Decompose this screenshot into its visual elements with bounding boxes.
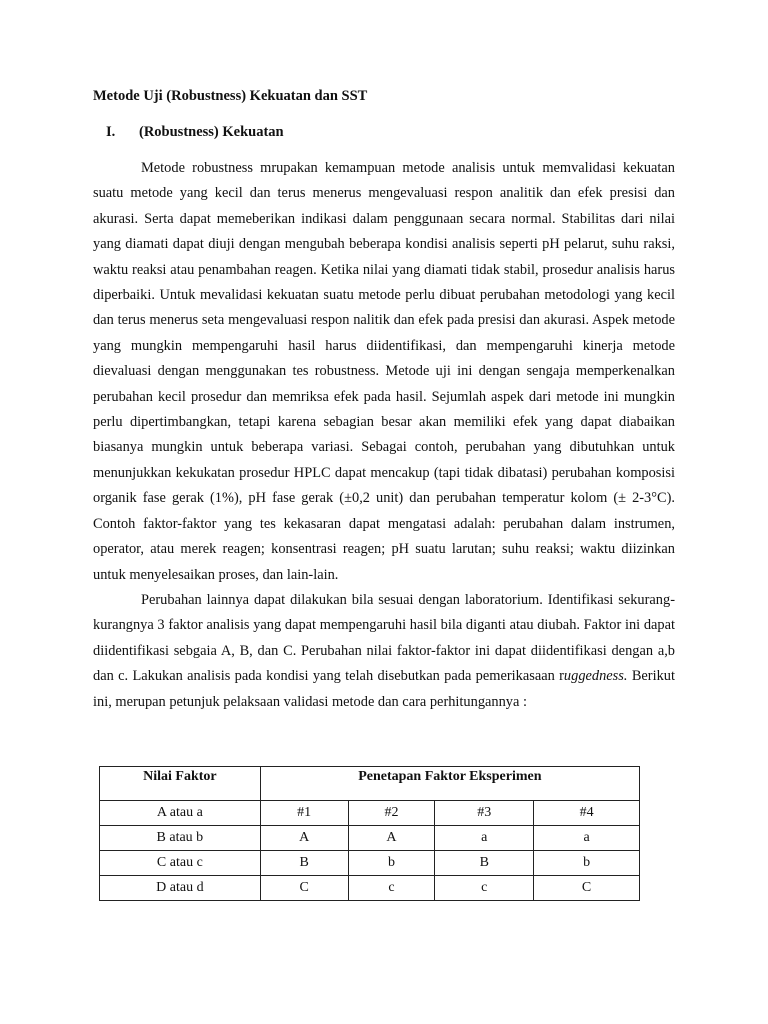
header-penetapan-faktor: Penetapan Faktor Eksperimen — [260, 767, 639, 801]
section-number: I. — [106, 124, 116, 140]
document-title: Metode Uji (Robustness) Kekuatan dan SST — [93, 88, 368, 104]
factor-table — [99, 766, 640, 901]
table-cell: C — [260, 876, 348, 901]
table-cell: A — [260, 826, 348, 851]
section-heading — [106, 124, 284, 141]
table-cell: a — [534, 826, 640, 851]
table-cell: c — [435, 876, 534, 901]
table-cell: b — [348, 851, 435, 876]
table-cell: A atau a — [100, 801, 261, 826]
table-row — [100, 876, 640, 901]
paragraph-2-text: Perubahan lainnya dapat dilakukan bila sesuai dengan laboratorium. Identifikasi sekurang-kurangnya 3 faktor analisis yang dapat mempengaruhi hasil bila diganti atau diubah. Faktor ini dapat diidentifikasi sebgaia A, B, dan C. Perubahan nilai faktor-faktor ini dapat diidentifikasi dengan a,b dan c. Lakukan analisis pada kondisi yang telah disebutkan pada pemerikasaan r — [93, 591, 675, 685]
table-header-row — [100, 767, 640, 801]
table-cell: #3 — [435, 801, 534, 826]
table-cell: B — [260, 851, 348, 876]
section-title: (Robustness) Kekuatan — [139, 124, 284, 140]
table-row — [100, 801, 640, 826]
paragraph-1: Metode robustness mrupakan kemampuan metode analisis untuk memvalidasi kekuatan suatu metode yang kecil dan terus menerus mengevaluasi respon analitik dan efek presisi dan akurasi. Serta dapat memeberikan indikasi dalam penggunaan secara normal. Stabilitas dari nilai yang diamati dapat diuji dengan mengubah beberapa kondisi analisis seperti pH pelarut, suhu raksi, waktu reaksi atau penambahan reagen. Ketika nilai yang diamati tidak stabil, prosedur analisis harus diperbaiki. Untuk mevalidasi kekuatan suatu metode perlu dibuat perubahan metodologi yang kecil dan terus menerus seta mengevaluasi respon nalitik dan efek pada presisi dan akurasi. Aspek metode yang mungkin mempengaruhi hasil harus diidentifikasi, dan mempengaruhi kinerja metode dievaluasi dengan menggunakan tes robustness. Metode uji ini dengan sengaja memperkenalkan perubahan kecil prosedur dan memriksa efek pada hasil. Sejumlah aspek dari metode ini mungkin perlu dipertimbangkan, tetapi karena sebagian besar akan memiliki efek yang dapat diabaikan biasanya mungkin untuk beberapa variasi. Sebagai contoh, perubahan yang dibutuhkan untuk menunjukkan kekukatan prosedur HPLC dapat mencakup (tapi tidak dibatasi) perubahan komposisi organik fase gerak (1%), pH fase gerak (±0,2 unit) dan perubahan temperatur kolom (± 2-3°C). Contoh faktor-faktor yang tes kekasaran dapat mengatasi adalah: perubahan dalam instrumen, operator, atau merek reagen; konsentrasi reagen; pH suatu larutan; suhu reaksi; waktu diizinkan untuk menyelesaikan proses, dan lain-lain. — [93, 160, 675, 583]
table-cell: B — [435, 851, 534, 876]
table-cell: #2 — [348, 801, 435, 826]
table-row — [100, 826, 640, 851]
table-cell: D atau d — [100, 876, 261, 901]
table-cell: C atau c — [100, 851, 261, 876]
table-cell: b — [534, 851, 640, 876]
table-cell: a — [435, 826, 534, 851]
table-cell: #1 — [260, 801, 348, 826]
table-cell: #4 — [534, 801, 640, 826]
paragraph-2-italic: uggedness. — [563, 668, 628, 685]
header-nilai-faktor: Nilai Faktor — [100, 767, 261, 801]
paragraph-2-tail: Berikut ini, merupan petunjuk pelaksaan validasi metode dan cara perhitungannya : — [93, 668, 675, 710]
table-cell: B atau b — [100, 826, 261, 851]
table-cell: c — [348, 876, 435, 901]
table-row — [100, 851, 640, 876]
paragraph-2 — [93, 588, 675, 715]
table-cell: C — [534, 876, 640, 901]
table-cell: A — [348, 826, 435, 851]
body-text — [93, 156, 675, 715]
